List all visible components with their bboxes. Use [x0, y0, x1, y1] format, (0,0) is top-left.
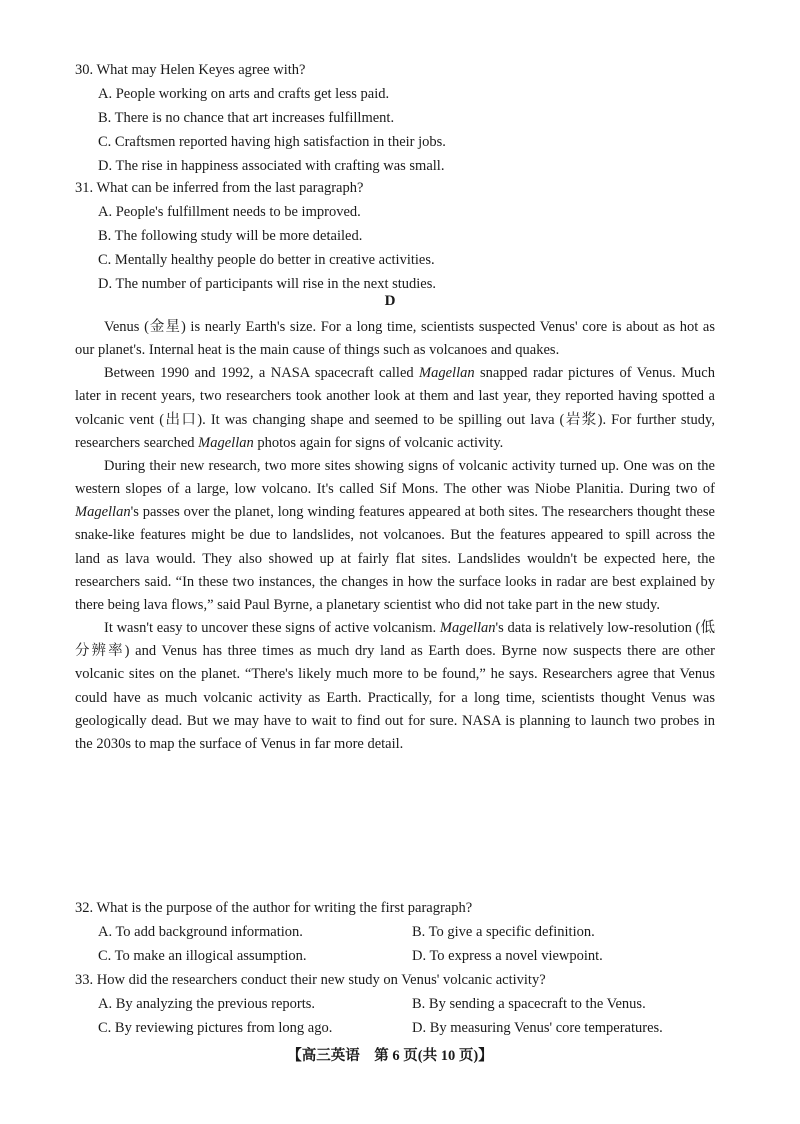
question-33-option-c: C. By reviewing pictures from long ago. — [98, 1020, 333, 1036]
question-33-stem: 33. How did the researchers conduct their new study on Venus' volcanic activity? — [75, 972, 546, 988]
question-30-option-c: C. Craftsmen reported having high satisfaction in their jobs. — [98, 134, 446, 150]
question-30-stem: 30. What may Helen Keyes agree with? — [75, 62, 306, 78]
passage-paragraph-2: Between 1990 and 1992, a NASA spacecraft called Magellan snapped radar pictures of Venus. Much later in recent years, two researchers took another look at them and last year, they reported having spotted a volcanic vent (出口). It was changing shape and seemed to be spilling out lava (岩浆). For further study, researchers searched Magellan photos again for signs of volcanic activity. — [75, 365, 715, 451]
reading-passage — [75, 316, 715, 756]
question-32-stem: 32. What is the purpose of the author for writing the first paragraph? — [75, 900, 473, 916]
question-33-option-a: A. By analyzing the previous reports. — [98, 996, 316, 1012]
passage-paragraph-1: Venus (金星) is nearly Earth's size. For a long time, scientists suspected Venus' core is about as hot as our planet's. Internal heat is the main cause of things such as volcanoes and quakes. — [75, 319, 715, 359]
question-33-option-d: D. By measuring Venus' core temperatures. — [412, 1020, 663, 1036]
question-31-stem: 31. What can be inferred from the last paragraph? — [75, 180, 364, 196]
passage-paragraph-4: It wasn't easy to uncover these signs of active volcanism. Magellan's data is relatively low-resolution (低分辨率) and Venus has three times as much dry land as Earth does. Byrne now suspects there are other volcanic sites on the planet. “There's likely much more to be found,” he says. Researchers agree that Venus could have as much volcanic activity as Earth. Practically, for a long time, scientists thought Venus was geologically dead. But we may have to wait to find out for sure. NASA is planning to launch two probes in the 2030s to map the surface of Venus in far more detail. — [75, 620, 715, 752]
question-32-option-c: C. To make an illogical assumption. — [98, 948, 307, 964]
question-33-option-b: B. By sending a spacecraft to the Venus. — [412, 996, 646, 1012]
question-32-option-d: D. To express a novel viewpoint. — [412, 948, 603, 964]
question-32-option-b: B. To give a specific definition. — [412, 924, 595, 940]
section-label: D — [384, 293, 396, 309]
question-30-option-a: A. People working on arts and crafts get less paid. — [98, 86, 390, 102]
question-32-option-a: A. To add background information. — [98, 924, 303, 940]
question-31-option-a: A. People's fulfillment needs to be improved. — [98, 204, 361, 220]
question-31-option-b: B. The following study will be more detailed. — [98, 228, 363, 244]
passage-paragraph-3: During their new research, two more sites showing signs of volcanic activity turned up. One was on the western slopes of a large, low volcano. It's called Sif Mons. The other was Niobe Planitia. During two of Magellan's passes over the planet, long winding features appeared at both sites. The researchers thought these snake-like features might be due to landslides, not volcanoes. But the features appeared to spill across the land as lava would. They also showed up at fairly flat sites. Landslides wouldn't be expected here, the researchers said. “In these two instances, the changes in how the surface looks in radar are best explained by there being lava flows,” said Paul Byrne, a planetary scientist who did not take part in the new study. — [75, 457, 715, 613]
question-31-option-c: C. Mentally healthy people do better in creative activities. — [98, 252, 435, 268]
question-30-option-d: D. The rise in happiness associated with crafting was small. — [98, 158, 445, 174]
question-30-option-b: B. There is no chance that art increases fulfillment. — [98, 110, 395, 126]
question-31-option-d: D. The number of participants will rise in the next studies. — [98, 276, 436, 292]
page-footer: 【高三英语 第 6 页(共 10 页)】 — [287, 1048, 493, 1064]
